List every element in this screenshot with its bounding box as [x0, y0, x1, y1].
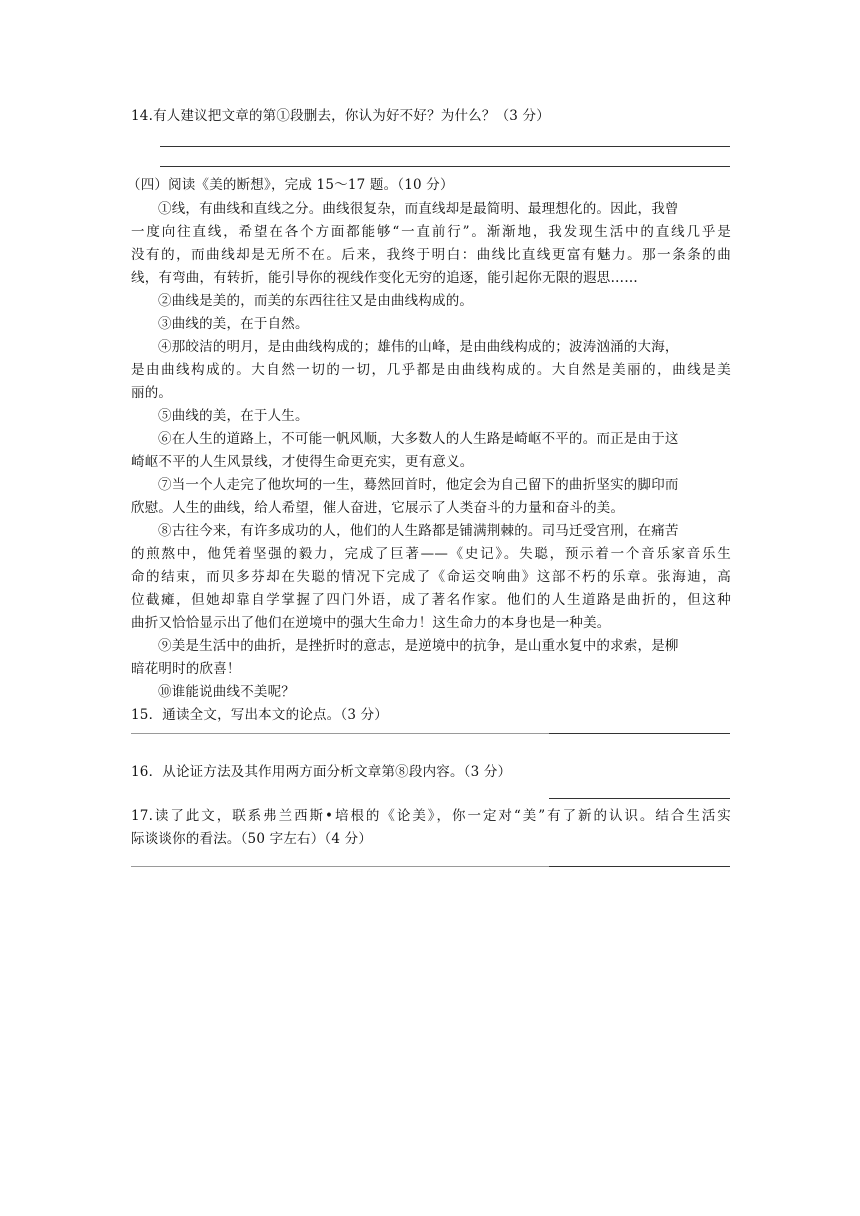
paragraph-10: ⑩谁能说曲线不美呢？: [158, 684, 295, 700]
paragraph-4-line: 丽的。: [131, 385, 173, 401]
answer-line: [131, 733, 549, 734]
paragraph-8-line: 命的结束，而贝多芬却在失聪的情况下完成了《命运交响曲》这部不朽的乐章。张海迪，高: [131, 569, 731, 585]
paragraph-6-line: 崎岖不平的人生风景线，才使得生命更充实，更有意义。: [131, 454, 474, 470]
paragraph-8-line: 曲折又恰恰显示出了他们在逆境中的强大生命力！这生命力的本身也是一种美。: [131, 615, 611, 631]
question-15: 15．通读全文，写出本文的论点。（3 分）: [131, 707, 389, 723]
answer-line: [549, 798, 730, 799]
answer-line: [549, 866, 730, 867]
paragraph-3: ③曲线的美，在于自然。: [158, 316, 309, 332]
section-heading: （四）阅读《美的断想》，完成 15～17 题。（10 分）: [127, 177, 454, 193]
paragraph-9-line: 暗花明时的欣喜！: [131, 661, 241, 677]
paragraph-9-line: ⑨美是生活中的曲折，是挫折时的意志，是逆境中的抗争，是山重水复中的求索，是柳: [158, 638, 679, 654]
paragraph-8-line: 的煎熬中，他凭着坚强的毅力，完成了巨著——《史记》。失聪，预示着一个音乐家音乐生: [131, 546, 731, 562]
paragraph-8-line: ⑧古往今来，有许多成功的人，他们的人生路都是铺满荆棘的。司马迁受宫刑，在痛苦: [158, 523, 679, 539]
paragraph-1-line: ①线，有曲线和直线之分。曲线很复杂，而直线却是最简明、最理想化的。因此，我曾: [158, 201, 679, 217]
paragraph-2: ②曲线是美的，而美的东西往往又是由曲线构成的。: [158, 293, 474, 309]
answer-line: [160, 166, 730, 167]
paragraph-1-line: 一度向往直线，希望在各个方面都能够“一直前行”。渐渐地，我发现生活中的直线几乎是: [131, 224, 731, 240]
paragraph-7-line: 欣慰。人生的曲线，给人希望，催人奋进，它展示了人类奋斗的力量和奋斗的美。: [131, 500, 625, 516]
question-17-line: 17.读了此文，联系弗兰西斯•培根的《论美》，你一定对“美”有了新的认识。结合生活实: [131, 808, 731, 824]
question-14: 14.有人建议把文章的第①段删去，你认为好不好？为什么？（3 分）: [131, 108, 550, 124]
answer-line: [131, 866, 549, 867]
paragraph-4-line: 是由曲线构成的。大自然一切的一切，几乎都是由曲线构成的。大自然是美丽的，曲线是美: [131, 362, 731, 378]
paragraph-5: ⑤曲线的美，在于人生。: [158, 408, 309, 424]
paragraph-7-line: ⑦当一个人走完了他坎坷的一生，蓦然回首时，他定会为自己留下的曲折坚实的脚印而: [158, 477, 679, 493]
paragraph-1-line: 没有的，而曲线却是无所不在。后来，我终于明白：曲线比直线更富有魅力。那一条条的曲: [131, 247, 731, 263]
paragraph-6-line: ⑥在人生的道路上，不可能一帆风顺，大多数人的人生路是崎岖不平的。而正是由于这: [158, 431, 679, 447]
question-17-line: 际谈谈你的看法。（50 字左右）（4 分）: [131, 831, 373, 847]
paragraph-4-line: ④那皎洁的明月，是由曲线构成的；雄伟的山峰，是由曲线构成的；波涛汹涌的大海，: [158, 339, 679, 355]
answer-line: [160, 146, 730, 147]
answer-line: [549, 733, 730, 734]
paragraph-1-line: 线，有弯曲，有转折，能引导你的视线作变化无穷的追逐，能引起你无限的遐思……: [131, 270, 638, 286]
question-16: 16．从论证方法及其作用两方面分析文章第⑧段内容。（3 分）: [131, 764, 512, 780]
paragraph-8-line: 位截瘫，但她却靠自学掌握了四门外语，成了著名作家。他们的人生道路是曲折的，但这种: [131, 592, 731, 608]
